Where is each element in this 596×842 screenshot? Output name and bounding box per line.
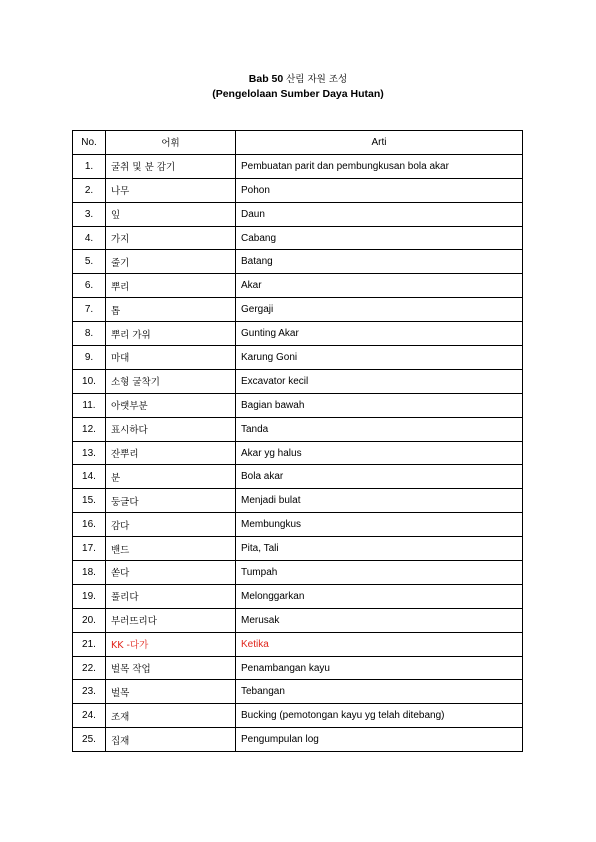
cell-no: 3. [73,202,106,226]
cell-no: 18. [73,561,106,585]
cell-word: 나무 [106,178,236,202]
cell-no: 19. [73,584,106,608]
table-row [73,537,523,561]
cell-arti: Tanda [236,417,523,441]
table-row [73,226,523,250]
table-row [73,680,523,704]
cell-arti: Cabang [236,226,523,250]
cell-word: 집재 [106,728,236,752]
cell-no: 24. [73,704,106,728]
cell-arti: Akar yg halus [236,441,523,465]
cell-arti: Pengumpulan log [236,728,523,752]
cell-arti: Tebangan [236,680,523,704]
table-row [73,274,523,298]
cell-no: 13. [73,441,106,465]
cell-word: 부러뜨리다 [106,608,236,632]
cell-no: 20. [73,608,106,632]
cell-word: 쏟다 [106,561,236,585]
cell-no: 11. [73,393,106,417]
cell-no: 15. [73,489,106,513]
title-line-1 [0,72,596,87]
cell-word: 잔뿌리 [106,441,236,465]
cell-arti: Pohon [236,178,523,202]
cell-no: 21. [73,632,106,656]
table-row [73,178,523,202]
cell-word: 굴취 및 분 감기 [106,154,236,178]
cell-word: 분 [106,465,236,489]
table-row [73,584,523,608]
cell-no: 5. [73,250,106,274]
cell-arti: Pembuatan parit dan pembungkusan bola akar [236,154,523,178]
cell-word: 밴드 [106,537,236,561]
table-row [73,608,523,632]
cell-arti: Membungkus [236,513,523,537]
cell-no: 7. [73,298,106,322]
cell-arti: Gunting Akar [236,322,523,346]
table-row [73,346,523,370]
table-row [73,561,523,585]
cell-arti: Tumpah [236,561,523,585]
cell-arti: Batang [236,250,523,274]
cell-no: 12. [73,417,106,441]
table-row [73,513,523,537]
table-row [73,441,523,465]
cell-word: 줄기 [106,250,236,274]
cell-no: 2. [73,178,106,202]
cell-no: 23. [73,680,106,704]
cell-word: 아랫부분 [106,393,236,417]
table-row [73,489,523,513]
cell-word: 뿌리 [106,274,236,298]
cell-no: 4. [73,226,106,250]
cell-no: 1. [73,154,106,178]
cell-arti: Karung Goni [236,346,523,370]
table-row [73,322,523,346]
table-row [73,393,523,417]
cell-word: 풀리다 [106,584,236,608]
cell-word: KK -다가 [106,632,236,656]
table-row [73,154,523,178]
cell-arti: Bagian bawah [236,393,523,417]
cell-arti: Excavator kecil [236,369,523,393]
cell-arti: Bucking (pemotongan kayu yg telah ditebang) [236,704,523,728]
table-row [73,465,523,489]
cell-arti: Penambangan kayu [236,656,523,680]
cell-arti: Bola akar [236,465,523,489]
cell-word: 톱 [106,298,236,322]
cell-word: 벌목 [106,680,236,704]
cell-word: 표시하다 [106,417,236,441]
cell-word: 잎 [106,202,236,226]
cell-no: 22. [73,656,106,680]
cell-arti: Menjadi bulat [236,489,523,513]
table-row [73,704,523,728]
table-header-row [73,131,523,155]
cell-arti: Melonggarkan [236,584,523,608]
table-row [73,656,523,680]
table-row [73,250,523,274]
page-title [0,72,596,102]
header-word: 어휘 [106,131,236,155]
vocabulary-table [72,130,523,752]
chapter-title-indonesian: (Pengelolaan Sumber Daya Hutan) [212,88,384,100]
chapter-label: Bab 50 [248,73,284,85]
header-no: No. [73,131,106,155]
table-row [73,632,523,656]
cell-word: 벌목 작업 [106,656,236,680]
cell-arti: Merusak [236,608,523,632]
cell-no: 8. [73,322,106,346]
cell-word: 둥글다 [106,489,236,513]
cell-no: 25. [73,728,106,752]
cell-no: 6. [73,274,106,298]
table-row [73,417,523,441]
cell-word: 조재 [106,704,236,728]
cell-word: 뿌리 가위 [106,322,236,346]
cell-arti: Gergaji [236,298,523,322]
table-row [73,298,523,322]
cell-word: 소형 굴착기 [106,369,236,393]
table-row [73,728,523,752]
table-row [73,369,523,393]
cell-word: 감다 [106,513,236,537]
cell-arti: Pita, Tali [236,537,523,561]
cell-word: 마대 [106,346,236,370]
cell-no: 14. [73,465,106,489]
cell-no: 9. [73,346,106,370]
table-body [73,154,523,751]
header-arti: Arti [236,131,523,155]
cell-no: 16. [73,513,106,537]
chapter-title-korean: 산림 자원 조성 [286,74,348,85]
cell-word: 가지 [106,226,236,250]
cell-arti: Daun [236,202,523,226]
table-row [73,202,523,226]
cell-no: 17. [73,537,106,561]
cell-no: 10. [73,369,106,393]
cell-arti: Ketika [236,632,523,656]
cell-arti: Akar [236,274,523,298]
